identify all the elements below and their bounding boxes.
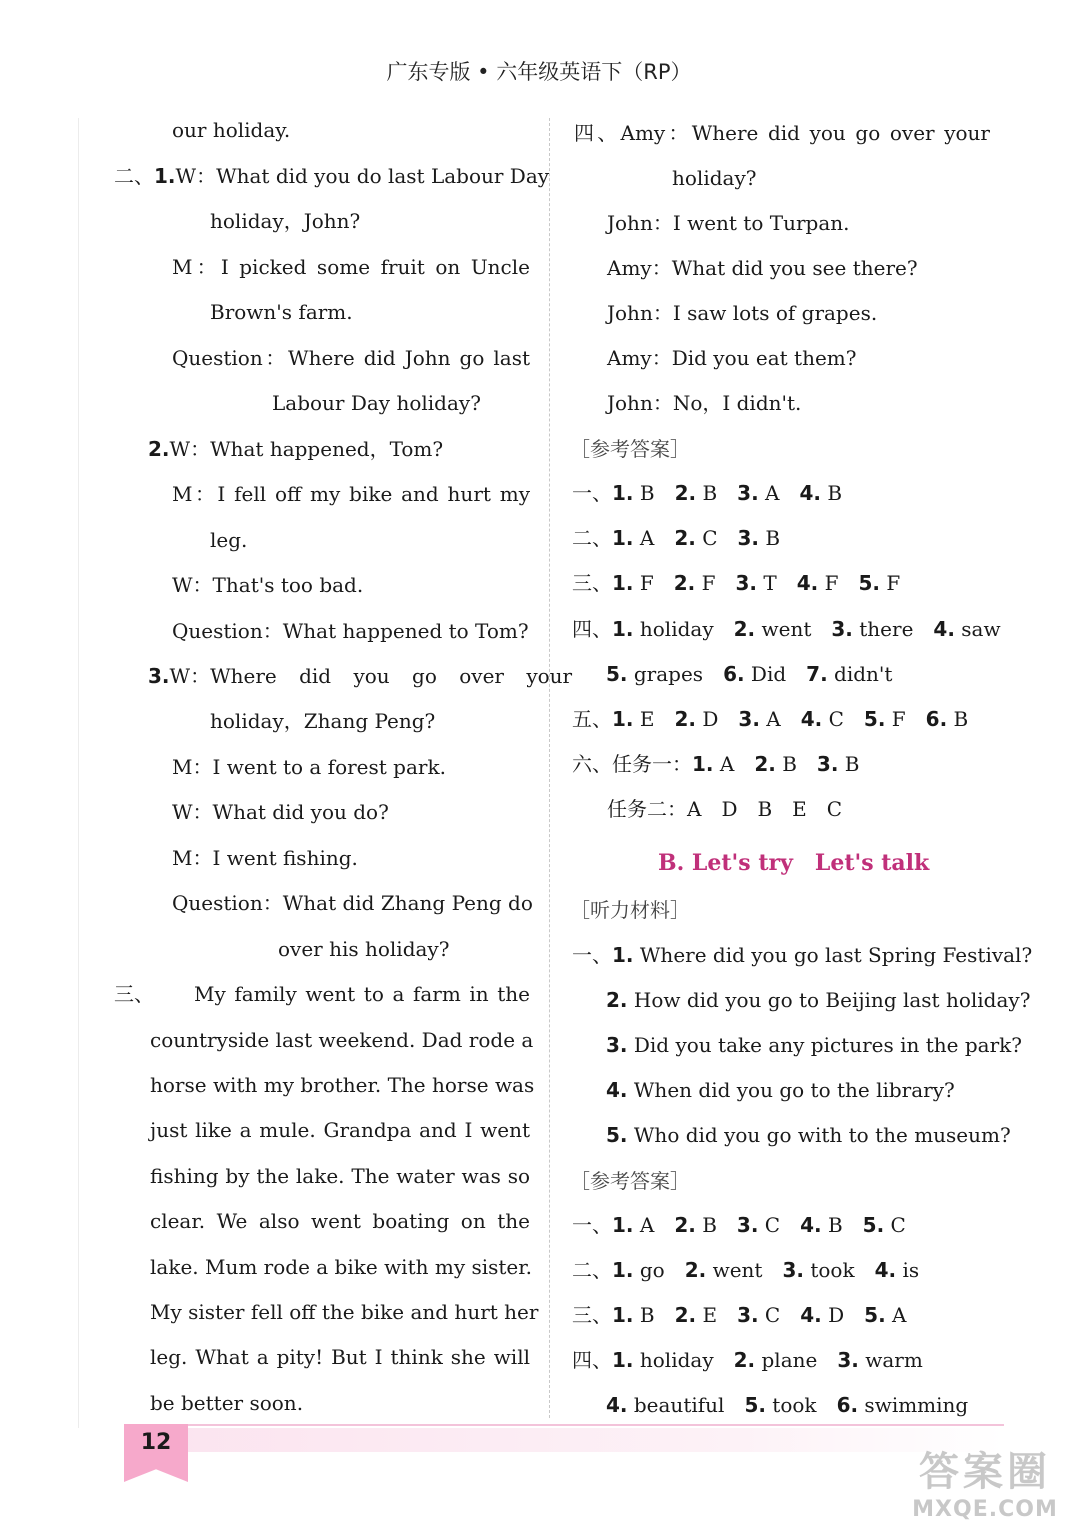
answer-number: 4. xyxy=(933,617,955,641)
answer-value: C xyxy=(758,1213,781,1237)
answer-number: 2. xyxy=(674,707,696,731)
answer-value: took xyxy=(803,1258,855,1282)
answer-value: C xyxy=(695,526,718,550)
text-line: M：I picked some fruit on Uncle xyxy=(172,255,530,279)
answer-number: 6. xyxy=(925,707,948,731)
listening-sentence: 4. When did you go to the library? xyxy=(606,1078,955,1102)
answer-value: A xyxy=(758,481,780,505)
answer-number: 3. xyxy=(738,707,760,731)
answer-number: 2. xyxy=(733,1348,756,1372)
page-number: 12 xyxy=(140,1430,172,1455)
passage-line: fishing by the lake. The water was so xyxy=(150,1164,530,1188)
answer-number: 1. xyxy=(612,571,634,595)
section-marker: 一、 xyxy=(572,1213,612,1237)
text-line: M：I went fishing. xyxy=(172,846,358,870)
passage-line: just like a mule. Grandpa and I went xyxy=(150,1118,530,1142)
answer-number: 1. xyxy=(612,1213,634,1237)
passage-line: countryside last weekend. Dad rode a xyxy=(150,1028,534,1052)
listening-sentence: 5. Who did you go with to the museum? xyxy=(606,1123,1011,1147)
answer-value: A xyxy=(885,1303,907,1327)
passage-line: horse with my brother. The horse was xyxy=(150,1073,535,1097)
answer-row xyxy=(572,707,968,731)
answer-number: 2. xyxy=(674,1303,697,1327)
section-marker: 四、 xyxy=(572,617,612,641)
answer-row xyxy=(572,1348,923,1372)
answer-number: 7. xyxy=(806,662,828,686)
answer-value: warm xyxy=(858,1348,923,1372)
answer-value: B xyxy=(633,481,655,505)
answer-value: there xyxy=(852,617,914,641)
text-line: W：That's too bad. xyxy=(172,573,364,597)
answer-number: 1. xyxy=(612,1258,634,1282)
passage-line: My sister fell off the bike and hurt her xyxy=(150,1300,539,1324)
answer-value: swimming xyxy=(858,1393,969,1417)
answer-value: F xyxy=(885,707,906,731)
answer-value: took xyxy=(765,1393,817,1417)
footer-rule xyxy=(124,1424,1004,1426)
answer-value: B xyxy=(759,526,781,550)
answer-value: B xyxy=(821,1213,843,1237)
answer-row xyxy=(572,1213,906,1237)
section-marker: 三、 xyxy=(572,571,612,595)
answer-value: T xyxy=(757,571,777,595)
answer-value: A xyxy=(633,1213,655,1237)
answer-value: B xyxy=(775,752,797,776)
answer-value: is xyxy=(896,1258,920,1282)
section-marker: 六、任务一： xyxy=(572,752,692,776)
answer-value: went xyxy=(706,1258,763,1282)
dialogue-line: John：No，I didn't. xyxy=(607,391,802,415)
listening-sentence: 2. How did you go to Beijing last holiday? xyxy=(606,988,1031,1012)
answer-value: Did xyxy=(744,662,787,686)
answer-value: saw xyxy=(954,617,1001,641)
watermark xyxy=(900,1440,1070,1522)
answer-number: 6. xyxy=(723,662,745,686)
dialogue-line: Amy：What did you see there? xyxy=(607,256,918,280)
dialogue-line: John：I went to Turpan. xyxy=(607,211,850,235)
answer-number: 3. xyxy=(782,1258,804,1282)
listening-material-heading: ［听力材料］ xyxy=(570,898,690,922)
section-marker: 四、 xyxy=(572,1348,612,1372)
answer-number: 4. xyxy=(800,1213,822,1237)
answer-number: 5. xyxy=(863,707,886,731)
answer-value: F xyxy=(879,571,901,595)
text-line: holiday，Zhang Peng? xyxy=(210,709,436,733)
text-line: Brown's farm. xyxy=(210,300,353,324)
answer-value: D xyxy=(696,707,719,731)
section-title: B. Let's try Let's talk xyxy=(658,850,930,876)
answer-row xyxy=(572,752,859,776)
watermark-url: MXQE.COM xyxy=(912,1497,1058,1522)
answer-value: B xyxy=(838,752,860,776)
answer-key-heading: ［参考答案］ xyxy=(570,1169,690,1193)
answer-value: grapes xyxy=(627,662,704,686)
listening-sentence: 3. Did you take any pictures in the park? xyxy=(606,1033,1022,1057)
answer-number: 2. xyxy=(674,481,697,505)
answer-value: beautiful xyxy=(627,1393,725,1417)
answer-number: 3. xyxy=(737,1303,759,1327)
answer-number: 2. xyxy=(684,1258,707,1282)
text-line: holiday? xyxy=(672,166,757,190)
text-line: W：What did you do? xyxy=(172,800,389,824)
answer-value: holiday xyxy=(633,617,714,641)
answer-value: A xyxy=(713,752,735,776)
answer-value: C xyxy=(822,707,844,731)
answer-number: 1. xyxy=(692,752,714,776)
answer-value: F xyxy=(695,571,716,595)
dialogue-line: W：What happened，Tom? xyxy=(169,437,444,461)
dialogue-line: W：Where did you go over your xyxy=(169,664,573,688)
answer-number: 2. xyxy=(674,1213,696,1237)
answer-number: 3. xyxy=(737,526,760,550)
answer-number: 2. xyxy=(733,617,756,641)
answer-value: E xyxy=(696,1303,718,1327)
answer-number: 1. xyxy=(612,707,634,731)
item-number: 3. xyxy=(148,664,170,688)
text-line: our holiday. xyxy=(172,118,291,142)
answer-number: 5. xyxy=(862,1213,885,1237)
answer-number: 6. xyxy=(836,1393,859,1417)
dialogue-line: John：I saw lots of grapes. xyxy=(607,301,878,325)
section-marker: 一、 xyxy=(572,481,612,505)
answer-number: 1. xyxy=(612,1303,634,1327)
dialogue-line: 四、Amy：Where did you go over your xyxy=(574,121,990,145)
dialogue-line: Amy：Did you eat them? xyxy=(607,346,857,370)
column-divider xyxy=(549,118,550,1418)
item-number: 2. xyxy=(148,437,170,461)
listening-item-1 xyxy=(114,164,549,188)
page-header: 广东专版 • 六年级英语下（RP） xyxy=(386,60,692,84)
answer-value: C xyxy=(884,1213,906,1237)
passage-line: be better soon. xyxy=(150,1391,304,1415)
answer-value: B xyxy=(633,1303,655,1327)
answer-number: 4. xyxy=(799,481,821,505)
answer-value: B xyxy=(821,481,843,505)
answer-value: F xyxy=(818,571,839,595)
answer-number: 4. xyxy=(874,1258,897,1282)
answer-number: 3. xyxy=(831,617,853,641)
answer-value: B xyxy=(696,481,718,505)
text-line: over his holiday? xyxy=(278,937,450,961)
section-marker: 二、 xyxy=(114,164,154,188)
answer-value: A xyxy=(633,526,655,550)
answer-value: go xyxy=(633,1258,665,1282)
answer-number: 5. xyxy=(864,1303,886,1327)
passage-line: clear. We also went boating on the xyxy=(150,1209,530,1233)
answer-number: 3. xyxy=(736,1213,759,1237)
left-margin-rule xyxy=(78,118,79,1428)
answer-number: 4. xyxy=(796,571,819,595)
passage-line: My family went to a farm in the xyxy=(194,982,530,1006)
passage-line: leg. What a pity! But I think she will xyxy=(150,1345,530,1369)
listening-item-2 xyxy=(148,437,443,461)
item-number: 1. xyxy=(154,164,176,188)
text-line: M：I went to a forest park. xyxy=(172,755,446,779)
answer-number: 4. xyxy=(800,1303,822,1327)
answer-number: 5. xyxy=(606,662,628,686)
dialogue-line: W：What did you do last Labour Day xyxy=(175,164,550,188)
answer-value: B xyxy=(695,1213,717,1237)
answer-value: F xyxy=(633,571,654,595)
answer-row xyxy=(572,1303,907,1327)
answer-number: 5. xyxy=(858,571,880,595)
answer-number: 2. xyxy=(674,526,696,550)
answer-number: 1. xyxy=(612,526,634,550)
answer-number: 3. xyxy=(816,752,839,776)
question-line: Question：Where did John go last xyxy=(172,346,530,370)
section-marker: 二、 xyxy=(572,1258,612,1282)
answer-value: plane xyxy=(755,1348,818,1372)
answer-number: 1. xyxy=(612,1348,634,1372)
answer-number: 1. xyxy=(612,617,634,641)
text-line: Labour Day holiday? xyxy=(272,391,481,415)
passage-marker: 三、 xyxy=(114,982,154,1006)
answer-value: didn't xyxy=(827,662,893,686)
answer-row xyxy=(572,526,780,550)
section-marker: 三、 xyxy=(572,1303,612,1327)
answer-value: C xyxy=(758,1303,781,1327)
answer-value: holiday xyxy=(633,1348,714,1372)
question-line: Question：What did Zhang Peng do xyxy=(172,891,533,915)
answer-row xyxy=(572,571,900,595)
answer-row xyxy=(606,1393,968,1417)
text-line: leg. xyxy=(210,528,248,552)
passage-line: lake. Mum rode a bike with my sister. xyxy=(150,1255,532,1279)
answer-number: 3. xyxy=(737,481,759,505)
answer-row xyxy=(606,662,892,686)
footer-band xyxy=(124,1428,1004,1452)
answer-value: D xyxy=(821,1303,845,1327)
answer-value: went xyxy=(755,617,812,641)
answer-number: 3. xyxy=(735,571,758,595)
watermark-logo: 答案圈 xyxy=(919,1449,1051,1495)
answer-number: 1. xyxy=(612,481,634,505)
answer-key-heading: ［参考答案］ xyxy=(570,437,690,461)
listening-item-3 xyxy=(148,664,573,688)
question-line: Question：What happened to Tom? xyxy=(172,619,529,643)
answer-row xyxy=(572,1258,919,1282)
answer-row xyxy=(572,617,1001,641)
text-line: holiday，John? xyxy=(210,209,361,233)
answer-number: 3. xyxy=(837,1348,859,1372)
answer-number: 4. xyxy=(606,1393,628,1417)
listening-sentence: 一、1. Where did you go last Spring Festival? xyxy=(572,943,1033,967)
answer-row: 任务二：A D B E C xyxy=(607,797,843,821)
text-line: M：I fell off my bike and hurt my xyxy=(172,482,530,506)
section-marker: 二、 xyxy=(572,526,612,550)
answer-number: 5. xyxy=(744,1393,766,1417)
answer-value: A xyxy=(759,707,781,731)
answer-number: 2. xyxy=(673,571,696,595)
answer-number: 2. xyxy=(754,752,776,776)
answer-value: B xyxy=(947,707,969,731)
answer-row xyxy=(572,481,842,505)
answer-number: 4. xyxy=(800,707,823,731)
section-marker: 五、 xyxy=(572,707,612,731)
answer-value: E xyxy=(633,707,655,731)
